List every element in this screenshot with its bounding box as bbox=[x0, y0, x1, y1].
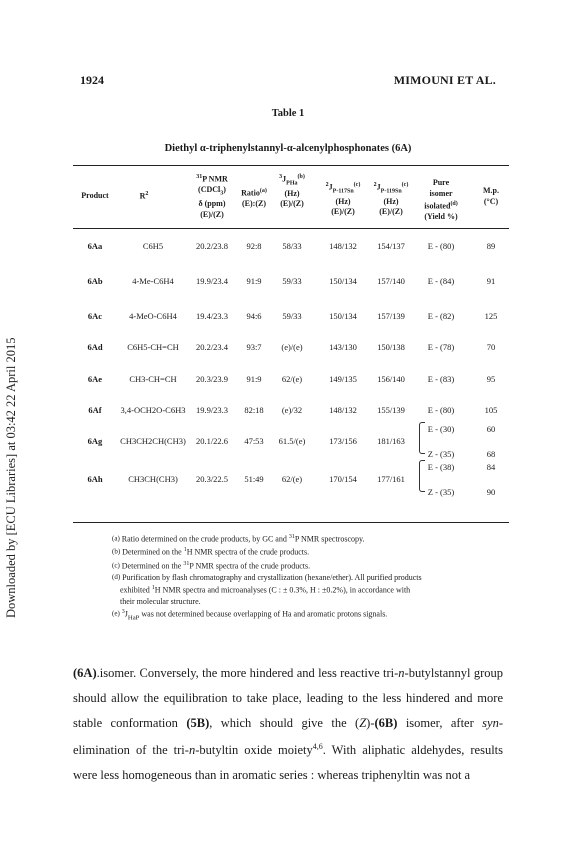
cell-jpha: 59/33 bbox=[282, 276, 302, 286]
table-top-rule bbox=[73, 165, 509, 166]
cell-jp119: 177/161 bbox=[377, 474, 405, 484]
cell-r2: CH3CH2CH(CH3) bbox=[120, 436, 186, 446]
cell-jpha: 62/(e) bbox=[281, 374, 303, 384]
cell-r2: C6H5 bbox=[142, 241, 164, 251]
cell-r2: 3,4-OCH2O-C6H3 bbox=[120, 405, 186, 415]
cell-jpha: 61.5/(e) bbox=[278, 436, 306, 446]
cell-nmr: 19.4/23.3 bbox=[195, 311, 229, 321]
header-product: Product bbox=[81, 191, 109, 200]
cell-product: 6Ae bbox=[87, 374, 103, 384]
cell-mp: 60 bbox=[486, 424, 496, 434]
cell-ratio: 91:9 bbox=[246, 374, 262, 384]
cell-isomer: E - (38) bbox=[427, 462, 455, 472]
cell-nmr: 19.9/23.4 bbox=[195, 276, 229, 286]
cell-product: 6Ad bbox=[87, 342, 103, 352]
cell-jp117: 148/132 bbox=[329, 405, 357, 415]
cell-jp117: 148/132 bbox=[329, 241, 357, 251]
cell-mp: 89 bbox=[486, 241, 496, 251]
cell-product: 6Af bbox=[88, 405, 102, 415]
header-mp: M.p. (°C) bbox=[483, 186, 499, 206]
cell-nmr: 20.2/23.4 bbox=[195, 342, 229, 352]
cell-isomer: E - (30) bbox=[427, 424, 455, 434]
cell-mp: 125 bbox=[484, 311, 498, 321]
cell-nmr: 20.2/23.8 bbox=[195, 241, 229, 251]
header-31p-nmr: $^{31}$P NMR (CDCl$_3$) δ (ppm) (E)/(Z) bbox=[196, 174, 228, 219]
cell-r2: C6H5-CH=CH bbox=[127, 342, 179, 352]
cell-jp119: 156/140 bbox=[377, 374, 405, 384]
header-jp117sn: $^2J_{P-117Sn}^{(c)}$ (Hz) (E)/(Z) bbox=[325, 182, 361, 217]
cell-ratio: 93:7 bbox=[246, 342, 262, 352]
cell-jp119: 157/140 bbox=[377, 276, 405, 286]
page-number: 1924 bbox=[80, 73, 104, 87]
cell-mp: 91 bbox=[486, 276, 496, 286]
header-ratio: Ratio$^{(a)}$ (E):(Z) bbox=[241, 188, 267, 209]
cell-mp: 95 bbox=[486, 374, 496, 384]
footnote-b: $^{(b)}$ Determined on the $^1$H NMR spectra of the crude products. bbox=[112, 547, 310, 557]
table-header-rule bbox=[73, 228, 509, 229]
download-watermark: Downloaded by [ECU Libraries] at 03:42 22 April 2015 bbox=[4, 337, 18, 618]
cell-product: 6Ah bbox=[87, 474, 103, 484]
cell-ratio: 51:49 bbox=[244, 474, 264, 484]
cell-jp117: 143/130 bbox=[329, 342, 357, 352]
cell-nmr: 20.1/22.6 bbox=[195, 436, 229, 446]
table-title: Diethyl α-triphenylstannyl-α-alcenylphosphonates (6A) bbox=[164, 143, 412, 154]
isomer-brace bbox=[419, 422, 425, 454]
cell-mp-z: 90 bbox=[486, 487, 496, 497]
footnote-d: $^{(d)}$ Purification by flash chromatography and crystallization (hexane/ether). All purified products exhibited $^1$H NMR spectra and microanalyses (C : ± 0.3%, H : ±0.2%), in accordance with their molecular structure. bbox=[112, 572, 422, 606]
cell-jpha: (e)/32 bbox=[281, 405, 303, 415]
cell-jp117: 150/134 bbox=[329, 311, 357, 321]
cell-isomer: E - (83) bbox=[427, 374, 455, 384]
cell-mp: 84 bbox=[486, 462, 496, 472]
cell-r2: 4-Me-C6H4 bbox=[132, 276, 174, 286]
cell-jp119: 154/137 bbox=[377, 241, 405, 251]
cell-isomer: E - (82) bbox=[427, 311, 455, 321]
cell-product: 6Ab bbox=[87, 276, 103, 286]
cell-isomer-z: Z - (35) bbox=[427, 487, 455, 497]
cell-ratio: 47:53 bbox=[244, 436, 264, 446]
header-jp119sn: $^2J_{P-119Sn}^{(c)}$ (Hz) (E)/(Z) bbox=[373, 182, 409, 217]
cell-jpha: 58/33 bbox=[282, 241, 302, 251]
cell-mp: 105 bbox=[484, 405, 498, 415]
cell-jp117: 173/156 bbox=[329, 436, 357, 446]
cell-nmr: 19.9/23.3 bbox=[195, 405, 229, 415]
table-label: Table 1 bbox=[271, 108, 305, 119]
cell-r2: CH3CH(CH3) bbox=[128, 474, 178, 484]
cell-jp119: 150/138 bbox=[377, 342, 405, 352]
table-bottom-rule bbox=[73, 522, 509, 523]
cell-ratio: 82:18 bbox=[244, 405, 264, 415]
body-paragraph: (6A).isomer. Conversely, the more hindered and less reactive tri-n-butylstannyl group should allow the equilibration to take place, leading to the less hindered and more stable conformation (5B), which should give the (Z)-(6B) isomer, after syn-elimination of the tri-n-butyltin oxide moiety$^{4,6}$. With aliphatic aldehydes, results were less homogeneous than in aromatic series : whereas triphenyltin was not a bbox=[73, 666, 504, 783]
cell-jp117: 150/134 bbox=[329, 276, 357, 286]
cell-isomer: E - (84) bbox=[427, 276, 455, 286]
header-r2: $R^2$ bbox=[139, 191, 149, 201]
cell-nmr: 20.3/22.5 bbox=[195, 474, 229, 484]
cell-isomer: E - (80) bbox=[427, 241, 455, 251]
cell-isomer: E - (80) bbox=[427, 405, 455, 415]
cell-ratio: 94:6 bbox=[246, 311, 262, 321]
cell-jp119: 157/139 bbox=[377, 311, 405, 321]
cell-product: 6Ac bbox=[87, 311, 103, 321]
cell-mp: 70 bbox=[486, 342, 496, 352]
isomer-brace bbox=[419, 460, 425, 492]
footnote-a: $^{(a)}$ Ratio determined on the crude products, by GC and $^{31}$P NMR spectroscopy. bbox=[112, 534, 365, 544]
cell-jpha: 59/33 bbox=[282, 311, 302, 321]
cell-ratio: 92:8 bbox=[246, 241, 262, 251]
cell-jp117: 170/154 bbox=[329, 474, 357, 484]
cell-jp119: 181/163 bbox=[377, 436, 405, 446]
cell-r2: CH3-CH=CH bbox=[129, 374, 177, 384]
running-head: MIMOUNI ET AL. bbox=[393, 73, 496, 87]
footnote-e: $^{(e)}$ $^3J_{HaP}$ was not determined because overlapping of Ha and aromatic protons signals. bbox=[112, 609, 388, 622]
cell-jp117: 149/135 bbox=[329, 374, 357, 384]
cell-product: 6Aa bbox=[87, 241, 103, 251]
cell-nmr: 20.3/23.9 bbox=[195, 374, 229, 384]
cell-ratio: 91:9 bbox=[246, 276, 262, 286]
header-jpha: $^3J_{PHa}^{(b)}$ (Hz) (E)/(Z) bbox=[279, 174, 305, 209]
cell-jp119: 155/139 bbox=[377, 405, 405, 415]
header-pure-isomer: Pure isomer isolated$^{(d)}$ (Yield %) bbox=[424, 178, 458, 222]
footnote-c: $^{(c)}$ Determined on the $^{31}$P NMR spectra of the crude products. bbox=[112, 560, 311, 571]
cell-jpha: (e)/(e) bbox=[281, 342, 303, 352]
cell-isomer-z: Z - (35) bbox=[427, 449, 455, 459]
cell-r2: 4-MeO-C6H4 bbox=[129, 311, 177, 321]
cell-product: 6Ag bbox=[87, 436, 103, 446]
cell-mp-z: 68 bbox=[486, 449, 496, 459]
cell-jpha: 62/(e) bbox=[281, 474, 303, 484]
table-footnotes bbox=[112, 532, 532, 624]
cell-isomer: E - (78) bbox=[427, 342, 455, 352]
